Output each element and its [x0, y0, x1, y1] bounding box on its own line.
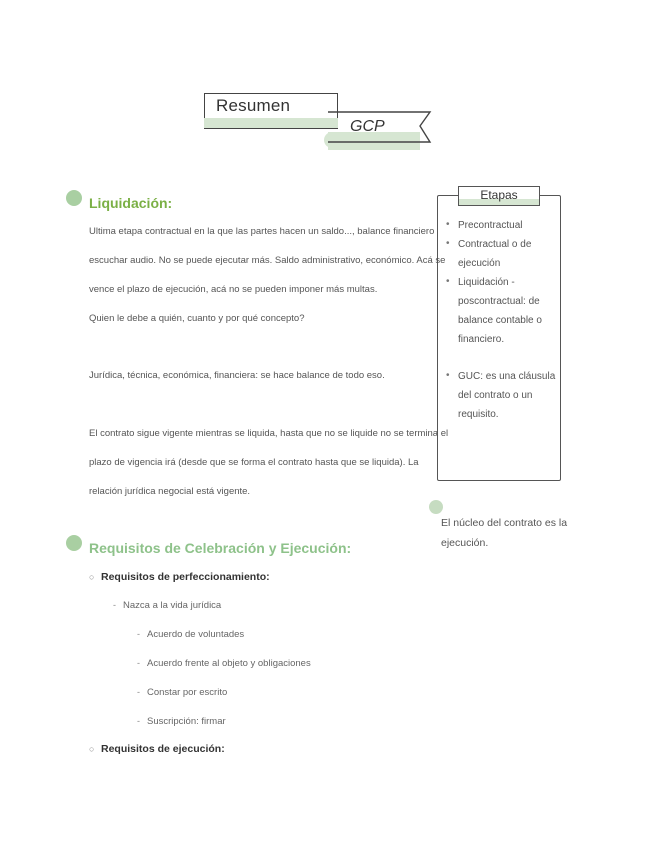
side-note: El núcleo del contrato es la ejecución.	[441, 517, 568, 549]
etapas-label: Etapas	[480, 188, 518, 202]
etapa-item: Precontractual	[458, 220, 523, 231]
side-note-dot	[429, 500, 443, 514]
etapa-bullet: •	[446, 219, 450, 230]
etapa-item: del contrato o un	[458, 390, 533, 401]
liquidacion-line-8: relación jurídica negocial está vigente.	[89, 486, 251, 497]
liquidacion-line-4: Quien le debe a quién, cuanto y por qué concepto?	[89, 313, 305, 324]
dash-bullet: -	[113, 600, 116, 610]
liquidacion-line-2: escuchar audio. No se puede ejecutar más. Saldo administrativo, económico. Acá se	[89, 255, 446, 266]
requisitos-heading: Requisitos de Celebración y Ejecución:	[89, 540, 352, 556]
requisito-subitem: Suscripción: firmar	[147, 716, 226, 727]
section-dot	[66, 190, 82, 206]
dash-bullet: -	[137, 629, 140, 639]
nazca-item: Nazca a la vida jurídica	[123, 600, 222, 611]
perfeccionamiento-heading: Requisitos de perfeccionamiento:	[101, 571, 270, 583]
requisito-subitem: Constar por escrito	[147, 687, 228, 698]
liquidacion-line-1: Ultima etapa contractual en la que las partes hacen un saldo..., balance financiero	[89, 226, 435, 237]
circle-bullet: ○	[89, 744, 95, 754]
liquidacion-line-7: plazo de vigencia irá (desde que se forma el contrato hasta que se liquida). La	[89, 457, 419, 468]
etapa-bullet: •	[446, 370, 450, 381]
circle-bullet: ○	[89, 572, 95, 582]
etapa-item: financiero.	[458, 334, 505, 345]
requisito-subitem: Acuerdo de voluntades	[147, 629, 245, 640]
etapa-item: balance contable o	[458, 315, 542, 326]
liquidacion-line-5: Jurídica, técnica, económica, financiera: se hace balance de todo eso.	[89, 370, 385, 381]
etapa-item: requisito.	[458, 409, 499, 420]
etapa-bullet: •	[446, 276, 450, 287]
requisito-subitem: Acuerdo frente al objeto y obligaciones	[147, 658, 311, 669]
etapa-item: poscontractual: de	[458, 296, 540, 307]
liquidacion-heading: Liquidación:	[89, 195, 173, 211]
etapa-item: Contractual o de	[458, 239, 532, 250]
dash-bullet: -	[137, 658, 140, 668]
etapa-item: GUC: es una cláusula	[458, 371, 556, 382]
ejecucion-heading: Requisitos de ejecución:	[101, 743, 225, 755]
etapa-bullet: •	[446, 238, 450, 249]
dash-bullet: -	[137, 716, 140, 726]
etapa-item: ejecución	[458, 258, 501, 269]
subtitle: GCP	[350, 118, 385, 135]
page-title: Resumen	[216, 96, 291, 115]
dash-bullet: -	[137, 687, 140, 697]
liquidacion-line-3: vence el plazo de ejecución, acá no se pueden imponer más multas.	[89, 284, 378, 295]
etapa-item: Liquidación -	[458, 277, 515, 288]
liquidacion-line-6: El contrato sigue vigente mientras se liquida, hasta que no se liquide no se termina el	[89, 428, 449, 439]
section-dot	[66, 535, 82, 551]
